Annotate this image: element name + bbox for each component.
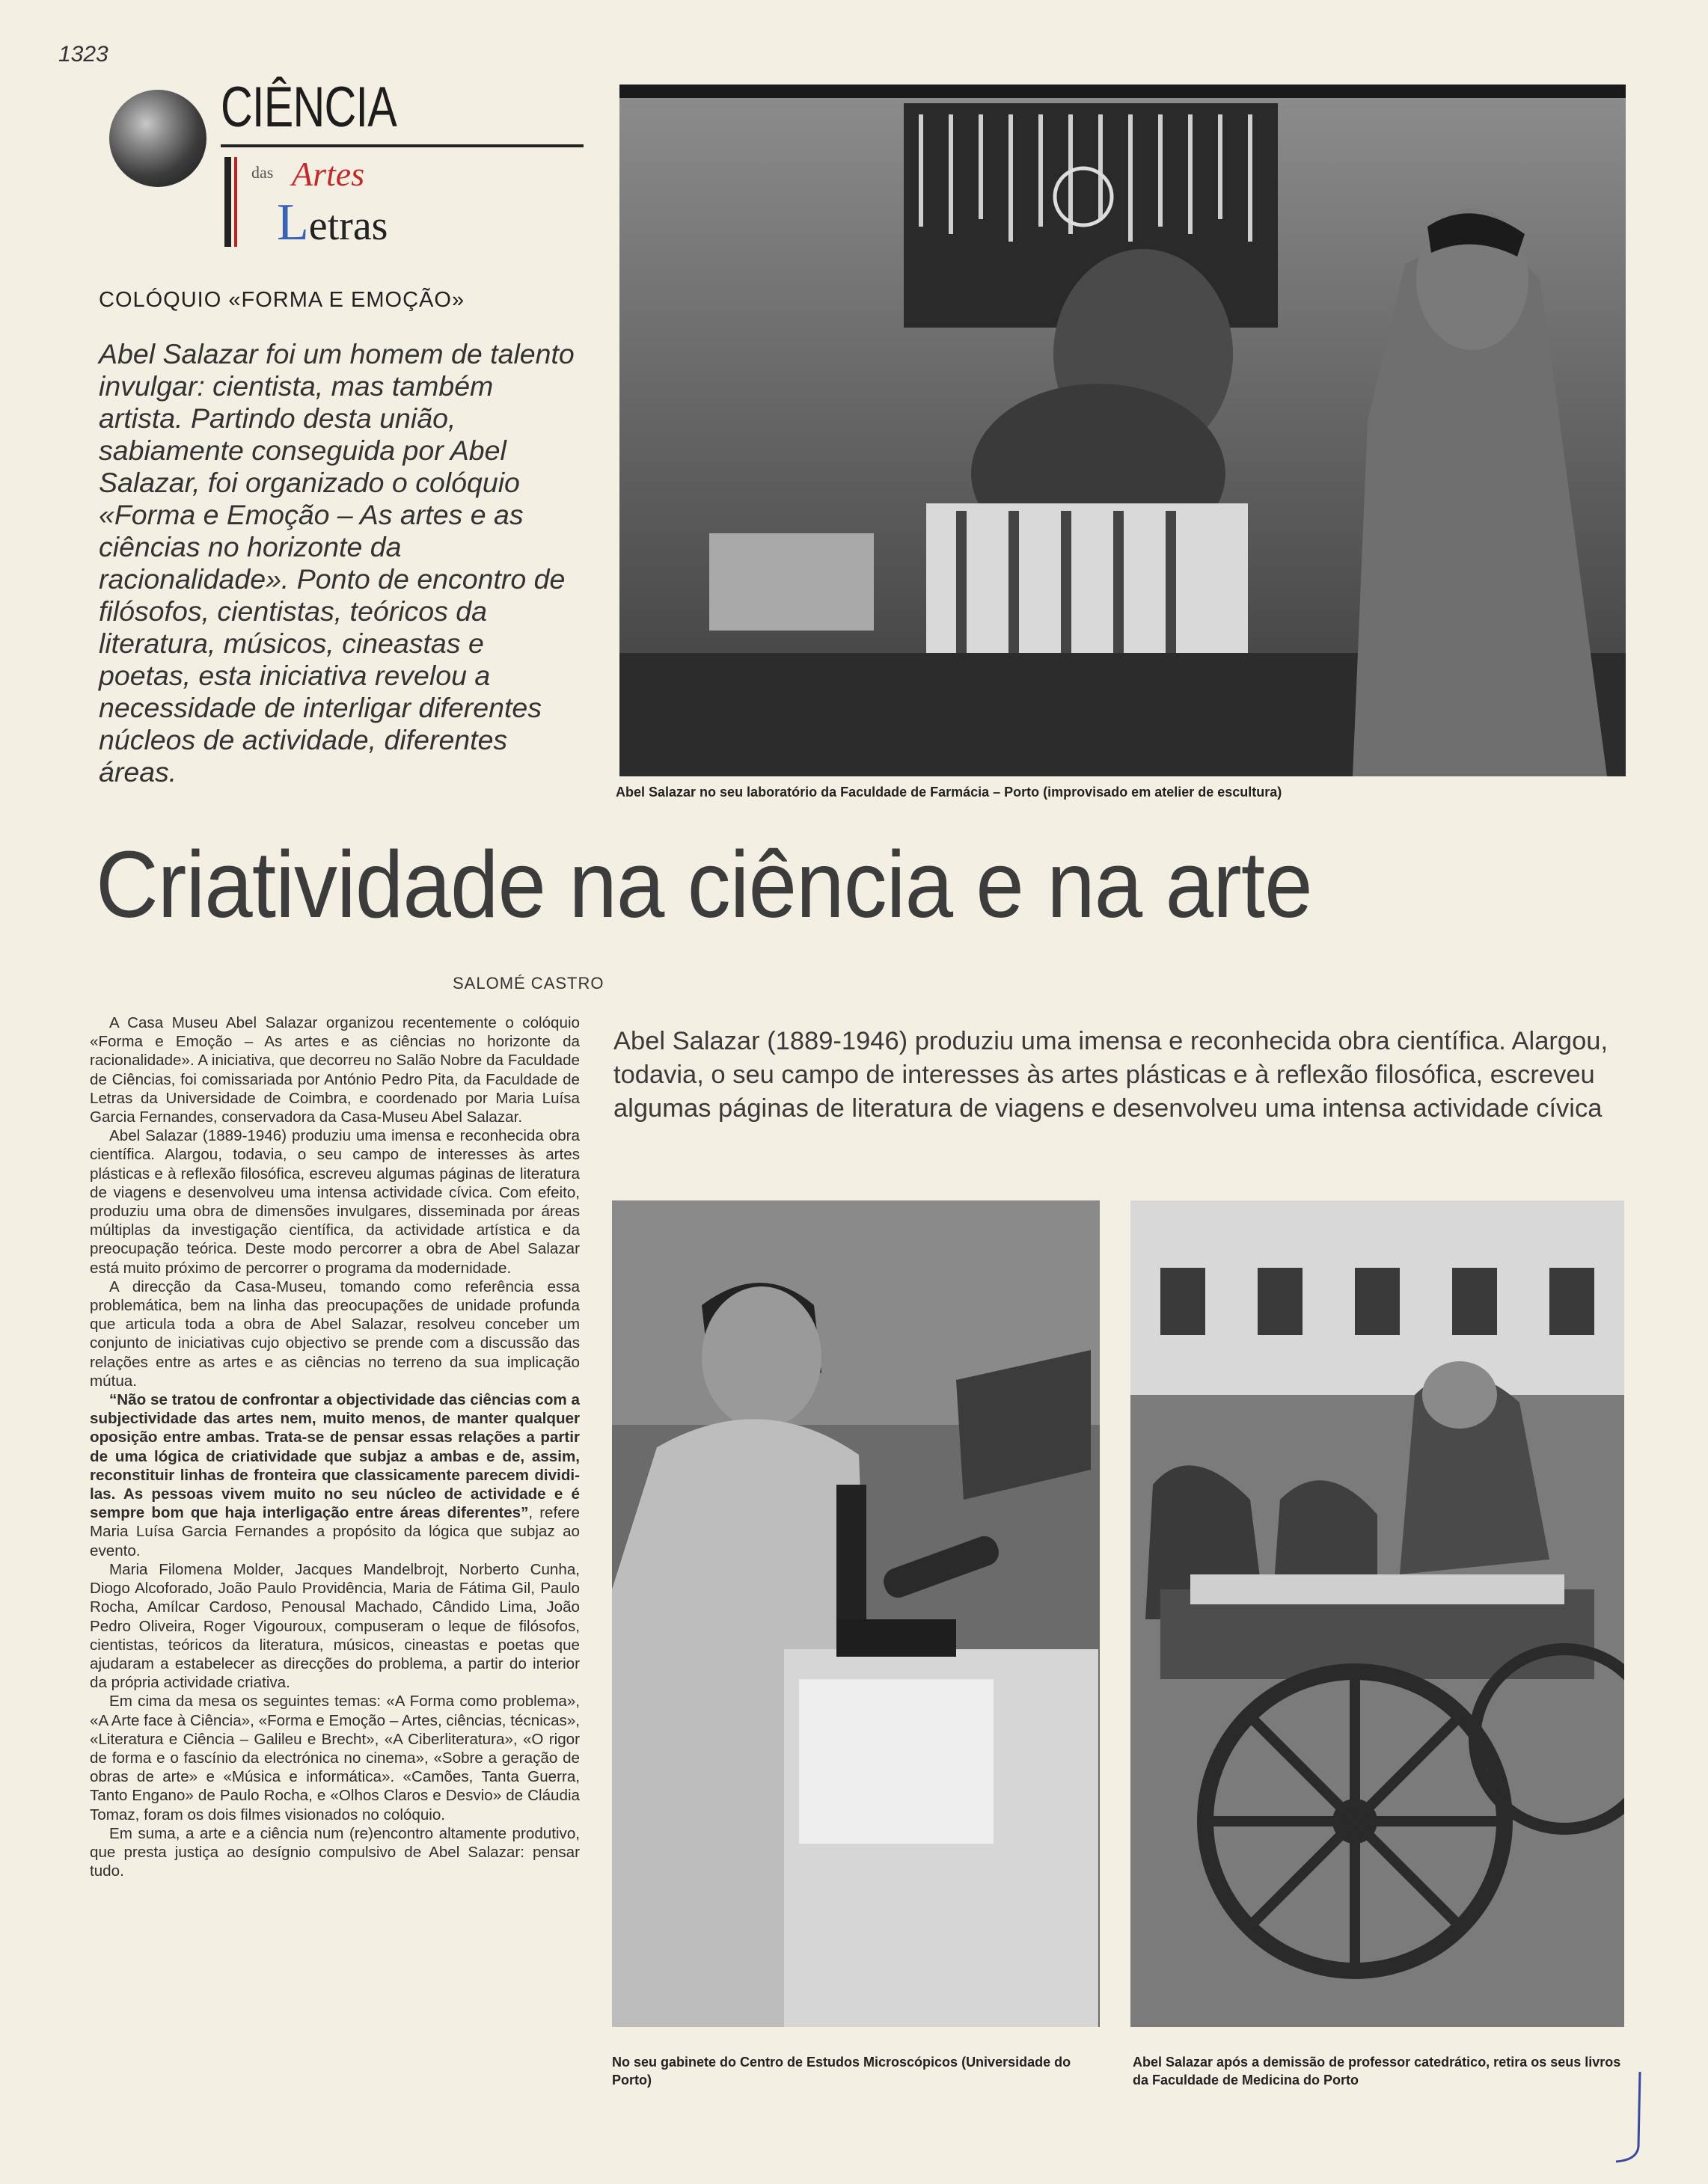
logo-das: das (251, 163, 274, 182)
body-paragraph: Maria Filomena Molder, Jacques Mandelbrojt, Norberto Cunha, Diogo Alcoforado, João Paulo Providência, Maria de Fátima Gil, Paulo Rocha, Amílcar Cardoso, Penousal Machado, Cândido Lima, João Pedro Oliveira, Roger Vigouroux, compuseram o leque de filósofos, cientistas, teóricos da literatura, músicos, cineastas e poetas que ajudaram a estabelecer as direcções do problema, a partir do interior da própria actividade criativa. (90, 1560, 580, 1692)
body-paragraph: Em suma, a arte e a ciência num (re)encontro altamente produtivo, que presta justiça ao desígnio compulsivo de Abel Salazar: pensar tudo. (90, 1824, 580, 1880)
photo-laboratory-image (619, 85, 1626, 776)
logo-bar-red (234, 157, 237, 247)
logo-letras (277, 193, 388, 253)
logo-artes: Artes (292, 155, 365, 193)
byline: SALOMÉ CASTRO (453, 974, 604, 993)
body-paragraph-quote (90, 1390, 580, 1560)
body-paragraph: Abel Salazar (1889-1946) produziu uma imensa e reconhecida obra científica. Alargou, todavia, o seu campo de interesses às artes plásticas e à reflexão filosófica, escreveu algumas páginas de literatura de viagens e desenvolveu uma intensa actividade cívica. Com efeito, produziu uma obra de dimensões invulgares, disseminada por áreas múltiplas da investigação científica, da actividade artística e da preocupação teórica. Deste modo percorrer a obra de Abel Salazar está muito próximo de percorrer o programa da modernidade. (90, 1127, 580, 1277)
logo-letras-rest: etras (308, 203, 388, 249)
photo-microscope (612, 1200, 1100, 2027)
standfirst: Abel Salazar (1889-1946) produziu uma imensa e reconhecida obra científica. Alargou, todavia, o seu campo de interesses às artes plásticas e à reflexão filosófica, escreveu algumas páginas de literatura de viagens e desenvolveu uma intensa actividade cívica (613, 1027, 1608, 1123)
page-number: 1323 (58, 42, 108, 67)
logo-letras-cap: L (277, 194, 309, 251)
body-paragraph: A Casa Museu Abel Salazar organizou recentemente o colóquio «Forma e Emoção – As artes e as ciências no horizonte da racionalidade». A iniciativa, que decorreu no Salão Nobre da Faculdade de Ciências, foi comissariada por António Pedro Pita, da Faculdade de Letras da Universidade de Coimbra, e coordenado por Maria Luísa Garcia Fernandes, conservadora da Casa-Museu Abel Salazar. (90, 1014, 580, 1126)
headline: Criatividade na ciência e na arte (96, 832, 1312, 937)
globe-icon (109, 90, 206, 187)
kicker: COLÓQUIO «FORMA E EMOÇÃO» (99, 288, 465, 312)
photo-cart (1130, 1200, 1624, 2027)
photo-microscope-image (612, 1200, 1100, 2027)
section-title: CIÊNCIA (221, 76, 397, 139)
lead-paragraph: Abel Salazar foi um homem de talento invulgar: cientista, mas também artista. Partindo desta união, sabiamente conseguida por Abel Salazar, foi organizado o colóquio «Forma e Emoção – As artes e as ciências no horizonte da racionalidade». Ponto de encontro de filósofos, cientistas, teóricos da literatura, músicos, cineastas e poetas, esta iniciativa revelou a necessidade de interligar diferentes núcleos de actividade, diferentes áreas. (99, 338, 575, 788)
quote-attribution: , refere Maria Luísa Garcia Fernandes a propósito da lógica que subjaz ao evento. (90, 1504, 580, 1559)
logo-bar (224, 157, 231, 247)
quote-bold: “Não se tratou de confrontar a objectividade das ciências com a subjectividade das artes nem, muito menos, de manter qualquer oposição entre ambas. Trata-se de pensar essas relações a partir de uma lógica de criatividade que subjaz a ambas e de, assim, reconstituir linhas de fronteira que classicamente parecem dividi-las. As pessoas vivem muito no seu núcleo de actividade e é sempre bom que haja interligação entre áreas diferentes” (90, 1391, 580, 1522)
handwritten-mark (1608, 2064, 1653, 2169)
photo-laboratory (619, 85, 1626, 776)
photo-laboratory-caption: Abel Salazar no seu laboratório da Faculdade de Farmácia – Porto (improvisado em atelier de escultura) (616, 785, 1282, 800)
section-rule (221, 144, 584, 147)
article-body (90, 1013, 580, 1880)
body-paragraph: Em cima da mesa os seguintes temas: «A Forma como problema», «A Arte face à Ciência», «Forma e Emoção – Artes, ciências, técnicas», «Literatura e Ciência – Galileu e Brecht», «A Ciberliteratura», «O rigor de forma e o fascínio da electrónica no cinema», «Sobre a geração de obras de arte» e «Música e informática». «Camões, Tanta Guerra, Tanto Engano» de Paulo Rocha, e «Olhos Claros e Desvio» de Cláudia Tomaz, foram os dois filmes visionados no colóquio. (90, 1693, 580, 1823)
artes-letras-logo (224, 155, 449, 251)
photo-cart-image (1130, 1200, 1624, 2027)
photo-microscope-caption: No seu gabinete do Centro de Estudos Microscópicos (Universidade do Porto) (612, 2055, 1071, 2088)
photo-cart-caption: Abel Salazar após a demissão de professor catedrático, retira os seus livros da Faculdade de Medicina do Porto (1133, 2055, 1621, 2088)
body-paragraph: A direcção da Casa-Museu, tomando como referência essa problemática, bem na linha das preocupações de unidade profunda que articula toda a obra de Abel Salazar, resolveu conceber um conjunto de iniciativas cujo objectivo se prende com a discussão das relações entre as artes e as ciências no terreno da sua implicação mútua. (90, 1277, 580, 1390)
